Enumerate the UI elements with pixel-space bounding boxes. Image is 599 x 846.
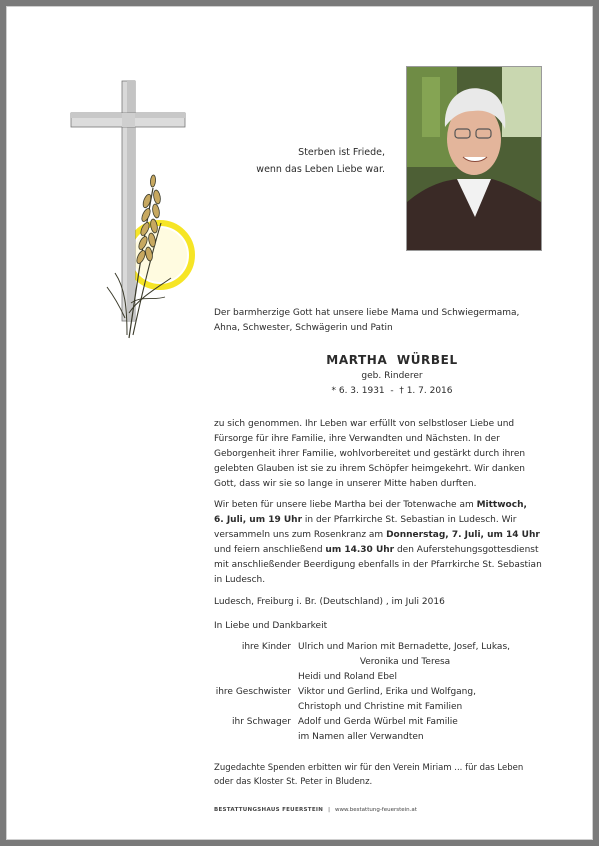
mourner-names: Christoph und Christine mit Familien: [298, 702, 463, 712]
mourner-names: Heidi und Roland Ebel: [298, 672, 397, 682]
text-segment: den Auferstehungsgottesdienst: [394, 545, 539, 555]
paragraph-line: Gott, dass wir sie so lange in unserer Mitte haben durften.: [214, 479, 477, 489]
deceased-block: [214, 351, 570, 399]
mourner-names: im Namen aller Verwandten: [298, 732, 424, 742]
wake-time: 6. Juli, um 19 Uhr: [214, 515, 303, 525]
mourner-row: [214, 655, 554, 670]
paragraph-line: in Ludesch.: [214, 575, 266, 585]
intro-text: [214, 306, 544, 336]
mourner-names: [298, 655, 554, 670]
paragraph-line: [214, 513, 542, 528]
funeral-home-name: BESTATTUNGSHAUS FEUERSTEIN: [214, 807, 324, 813]
mourner-role-empty: [214, 700, 298, 715]
donation-line: Zugedachte Spenden erbitten wir für den Verein Miriam ... für das Leben: [214, 763, 524, 773]
paragraph-line: zu sich genommen. Ihr Leben war erfüllt von selbstloser Liebe und: [214, 419, 515, 429]
donation-line: oder das Kloster St. Peter in Bludenz.: [214, 777, 373, 787]
intro-line-2: Ahna, Schwester, Schwägerin und Patin: [214, 323, 393, 333]
funeral-home-url[interactable]: www.bestattung-feuerstein.at: [335, 807, 417, 813]
deceased-name: MARTHA WÜRBEL: [326, 353, 458, 367]
footer-separator: |: [328, 807, 331, 813]
life-dates: * 6. 3. 1931 - † 1. 7. 2016: [331, 386, 453, 396]
mourner-role: ihre Geschwister: [215, 687, 291, 697]
footer: [214, 807, 417, 813]
mass-time: um 14.30 Uhr: [325, 545, 395, 555]
quote-line-1: Sterben ist Friede,: [298, 147, 385, 158]
mourner-row: [214, 640, 554, 655]
closing-line: In Liebe und Dankbarkeit: [214, 621, 328, 631]
paragraph-life: [214, 417, 542, 492]
maiden-name: geb. Rinderer: [361, 371, 423, 381]
text-segment: in der Pfarrkirche St. Sebastian in Ludesch. Wir: [302, 515, 517, 525]
mourner-role-empty: [214, 730, 298, 745]
mourners-list: [214, 640, 554, 745]
place-date: Ludesch, Freiburg i. Br. (Deutschland) , im Juli 2016: [214, 597, 445, 607]
mourner-row: [214, 670, 554, 685]
mourner-names-line: Veronika und Teresa: [359, 657, 451, 667]
mourner-row: [214, 685, 554, 700]
mourner-row: [214, 730, 554, 745]
mourner-names: Ulrich und Marion mit Bernadette, Josef, Lukas,: [298, 642, 510, 652]
obituary-sheet: [6, 6, 593, 840]
cross-wheat-illustration: [67, 73, 237, 348]
quote-line-2: wenn das Leben Liebe war.: [256, 164, 385, 175]
paragraph-line: [214, 528, 542, 543]
mourner-row: [214, 715, 554, 730]
wake-date: Mittwoch,: [476, 500, 527, 510]
paragraph-line: Fürsorge für ihre Familie, ihre Verwandten und Nächsten. In der: [214, 434, 500, 444]
donation-note: [214, 761, 544, 789]
paragraph-line: mit anschließender Beerdigung ebenfalls in der Pfarrkirche St. Sebastian: [214, 560, 542, 570]
intro-line-1: Der barmherzige Gott hat unsere liebe Mama und Schwiegermama,: [214, 308, 520, 318]
mourner-names: Adolf und Gerda Würbel mit Familie: [298, 717, 458, 727]
mourner-names: Viktor und Gerlind, Erika und Wolfgang,: [298, 687, 476, 697]
mourner-row: [214, 700, 554, 715]
portrait-photo: [406, 66, 542, 251]
mourner-role: ihre Kinder: [241, 642, 291, 652]
paragraph-line: gelebten Glauben ist sie zu ihrem Schöpfer heimgekehrt. Wir danken: [214, 464, 525, 474]
mourner-role-empty: [214, 670, 298, 685]
text-segment: Wir beten für unsere liebe Martha bei der Totenwache am: [214, 500, 477, 510]
paragraph-line: [214, 543, 542, 558]
mourner-role: ihr Schwager: [232, 717, 291, 727]
mourner-role-empty: [214, 655, 298, 670]
rosary-date: Donnerstag, 7. Juli, um 14 Uhr: [386, 530, 540, 540]
paragraph-line: Geborgenheit ihrer Familie, wohlvorbereitet und gestärkt durch ihren: [214, 449, 526, 459]
text-segment: und feiern anschließend: [214, 545, 326, 555]
text-segment: versammeln uns zum Rosenkranz am: [214, 530, 387, 540]
paragraph-line: [214, 498, 542, 513]
paragraph-services: [214, 498, 542, 588]
quote: [207, 144, 385, 178]
